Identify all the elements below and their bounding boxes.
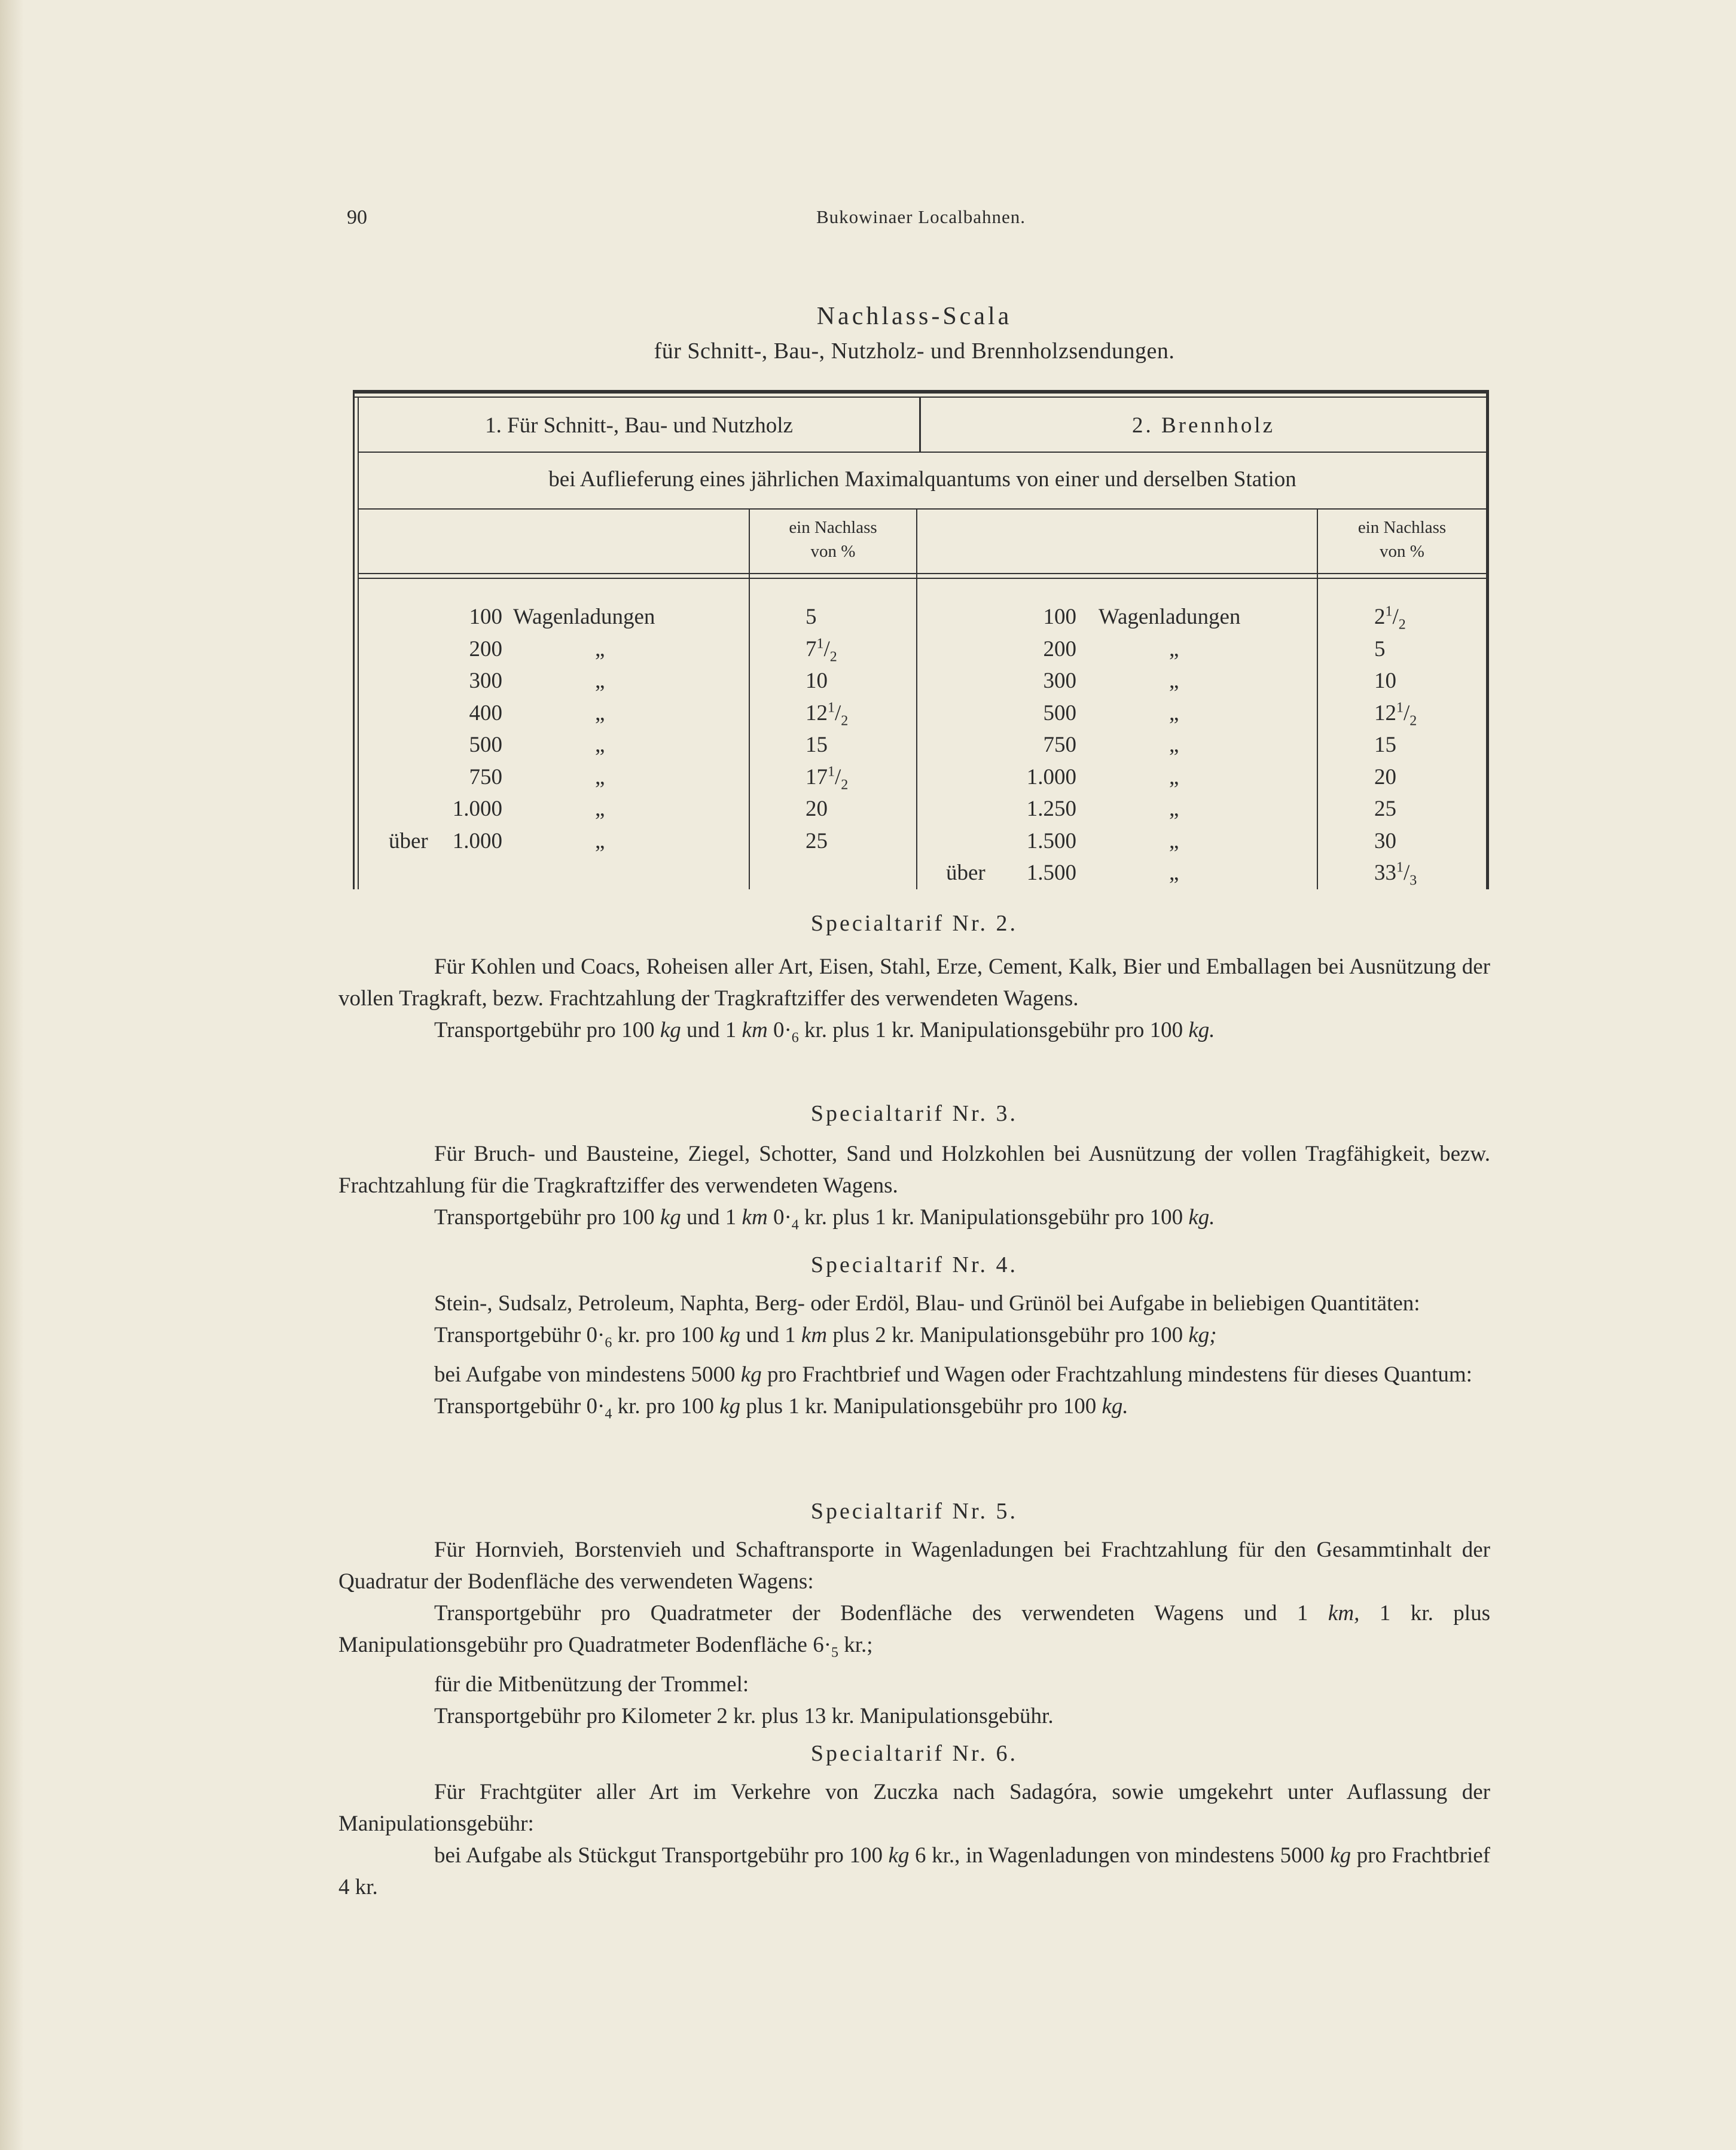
discount-header-right: ein Nachlass von %: [1357, 518, 1447, 561]
tarif4-rate-1: Transportgebühr $0\cdot_6$ kr. pro 100 kg und 1 km plus 2 kr. Manipulationsgebühr pro 100 kg;: [434, 1323, 1217, 1351]
tarif3-rate: Transportgebühr pro 100 kg und 1 km $0\cdot_4$ kr. plus 1 kr. Manipulationsgebühr pro 100 kg.: [434, 1205, 1215, 1233]
row-quantity: 100: [469, 605, 502, 629]
row-discount-percent: $33^1/_3$: [1374, 860, 1417, 889]
row-ditto-mark: „: [1169, 861, 1179, 885]
table-left-rule: [353, 390, 355, 889]
span-header: bei Auflieferung eines jährlichen Maximalquantums von einer und derselben Station: [548, 467, 1296, 492]
row-quantity: 1.000: [1026, 764, 1076, 789]
row-discount-percent: 15: [806, 733, 828, 757]
row-quantity: 1.250: [1026, 797, 1076, 821]
tarif4-minimum: bei Aufgabe von mindestens 5000 kg pro Frachtbrief und Wagen oder Frachtzahlung mindestens für dieses Quantum:: [434, 1362, 1472, 1387]
row-discount-percent: $7^1/_2$: [806, 636, 837, 665]
row-over-label: über: [946, 861, 986, 885]
row-quantity: 750: [1043, 733, 1076, 757]
row-discount-percent: 25: [1374, 797, 1396, 821]
tarif3-heading: Specialtarif Nr. 3.: [810, 1101, 1018, 1126]
row-discount-percent: $12^1/_2$: [1374, 700, 1417, 729]
tarif3-body: [338, 1138, 1490, 1241]
row-ditto-mark: „: [1169, 828, 1179, 853]
row-ditto-mark: „: [1169, 700, 1179, 725]
row-quantity: 1.000: [452, 797, 502, 821]
column-divider-2: [916, 508, 917, 889]
row-quantity: 1.000: [452, 828, 502, 853]
tarif2-rate: Transportgebühr pro 100 kg und 1 km $0\cdot_6$ kr. plus 1 kr. Manipulationsgebühr pro 100 kg.: [434, 1018, 1215, 1046]
row-quantity: 750: [469, 764, 502, 789]
row-discount-percent: 5: [1374, 636, 1386, 661]
tarif3-paragraph: Für Bruch- und Bausteine, Ziegel, Schotter, Sand und Holzkohlen bei Ausnützung der vollen Tragfähigkeit, bezw. Frachtzahlung für die Tragkraftziffer des verwendeten Wagens.: [338, 1142, 1490, 1198]
running-title: Bukowinaer Localbahnen.: [816, 206, 1026, 227]
row-quantity: 500: [469, 733, 502, 757]
row-discount-percent: 10: [1374, 669, 1396, 693]
row-discount-percent: 5: [806, 605, 817, 629]
table-right-rule: [1486, 390, 1489, 889]
row-discount-percent: 10: [806, 669, 828, 693]
row-quantity: 200: [469, 636, 502, 661]
tarif6-paragraph: Für Frachtgüter aller Art im Verkehre von Zuczka nach Sadagóra, sowie umgekehrt unter Auflassung der Manipulationsgebühr:: [338, 1780, 1490, 1836]
row-quantity: 1.500: [1026, 828, 1076, 853]
tarif4-paragraph: Stein-, Sudsalz, Petroleum, Naphta, Berg- oder Erdöl, Blau- und Grünöl bei Aufgabe in beliebigen Quantitäten:: [434, 1291, 1420, 1316]
row-ditto-mark: „: [595, 764, 605, 789]
header-rule-1: [358, 452, 1486, 453]
tarif4-heading: Specialtarif Nr. 4.: [810, 1252, 1018, 1277]
row-ditto-mark: „: [595, 669, 605, 693]
row-discount-percent: $17^1/_2$: [806, 764, 849, 793]
row-ditto-mark: „: [1169, 636, 1179, 661]
row-unit: Wagenladungen: [513, 605, 655, 629]
row-ditto-mark: „: [1169, 764, 1179, 789]
column-divider-3: [1317, 508, 1318, 889]
page-edge-shadow: [0, 0, 24, 2150]
row-ditto-mark: „: [1169, 797, 1179, 821]
tarif5-drum: für die Mitbenützung der Trommel:: [434, 1672, 749, 1697]
tarif2-heading: Specialtarif Nr. 2.: [810, 911, 1018, 936]
tarif6-body: [338, 1776, 1490, 1903]
row-quantity: 300: [469, 669, 502, 693]
column-divider-1: [749, 508, 750, 889]
row-discount-percent: 20: [806, 797, 828, 821]
row-ditto-mark: „: [595, 636, 605, 661]
tarif2-body: [338, 951, 1490, 1054]
row-quantity: 100: [1043, 605, 1076, 629]
discount-header-left: ein Nachlass von %: [789, 518, 877, 561]
row-ditto-mark: „: [1169, 669, 1179, 693]
tarif5-paragraph: Für Hornvieh, Borstenvieh und Schaftransporte in Wagenladungen bei Frachtzahlung für den Gesammtinhalt der Quadratur der Bodenfläche des verwendeten Wagens:: [338, 1538, 1490, 1594]
row-ditto-mark: „: [1169, 733, 1179, 757]
row-discount-percent: 15: [1374, 733, 1396, 757]
row-discount-percent: 25: [806, 828, 828, 853]
scale-subtitle: für Schnitt-, Bau-, Nutzholz- und Brennholzsendungen.: [654, 338, 1175, 364]
tarif6-rate: bei Aufgabe als Stückgut Transportgebühr pro 100 kg 6 kr., in Wagenladungen von mindestens 5000 kg pro Frachtbrief 4 kr.: [338, 1843, 1490, 1899]
row-discount-percent: 30: [1374, 828, 1396, 853]
row-quantity: 300: [1043, 669, 1076, 693]
tarif5-drum-rate: Transportgebühr pro Kilometer 2 kr. plus 13 kr. Manipulationsgebühr.: [434, 1704, 1054, 1729]
row-quantity: 400: [469, 700, 502, 725]
row-discount-percent: $2^1/_2$: [1374, 604, 1406, 633]
column-group-2-header: 2. Brennholz: [1131, 413, 1276, 438]
row-quantity: 500: [1043, 700, 1076, 725]
row-discount-percent: 20: [1374, 764, 1396, 789]
tarif6-heading: Specialtarif Nr. 6.: [810, 1741, 1018, 1766]
row-ditto-mark: „: [595, 828, 605, 853]
tarif2-paragraph: Für Kohlen und Coacs, Roheisen aller Art, Eisen, Stahl, Erze, Cement, Kalk, Bier und Emballagen bei Ausnützung der vollen Tragkraft, bezw. Frachtzahlung der Tragkraftziffer des verwendeten Wagens.: [338, 954, 1490, 1011]
row-discount-percent: $12^1/_2$: [806, 700, 849, 729]
table-top-rule-thin: [353, 397, 1489, 398]
row-quantity: 200: [1043, 636, 1076, 661]
tarif5-body: [338, 1534, 1490, 1732]
row-ditto-mark: „: [595, 733, 605, 757]
row-quantity: 1.500: [1026, 861, 1076, 885]
table-top-rule: [353, 390, 1489, 394]
column-group-1-header: 1. Für Schnitt-, Bau- und Nutzholz: [485, 413, 793, 438]
row-ditto-mark: „: [595, 797, 605, 821]
row-unit: Wagenladungen: [1099, 605, 1241, 629]
scale-title: Nachlass-Scala: [816, 303, 1012, 330]
row-ditto-mark: „: [595, 700, 605, 725]
row-over-label: über: [389, 828, 428, 853]
running-head: [347, 206, 1495, 236]
page-number: 90: [347, 206, 367, 228]
tarif4-rate-2: Transportgebühr $0\cdot_4$ kr. pro 100 kg plus 1 kr. Manipulationsgebühr pro 100 kg.: [434, 1394, 1128, 1422]
tarif5-heading: Specialtarif Nr. 5.: [810, 1499, 1018, 1524]
tarif4-body: [338, 1288, 1490, 1431]
tarif5-rate: Transportgebühr pro Quadratmeter der Bodenfläche des verwendeten Wagens und 1 km, 1 kr. plus Manipulationsgebühr pro Quadratmeter Bodenfläche $6\cdot_5$ kr.;: [338, 1601, 1490, 1661]
